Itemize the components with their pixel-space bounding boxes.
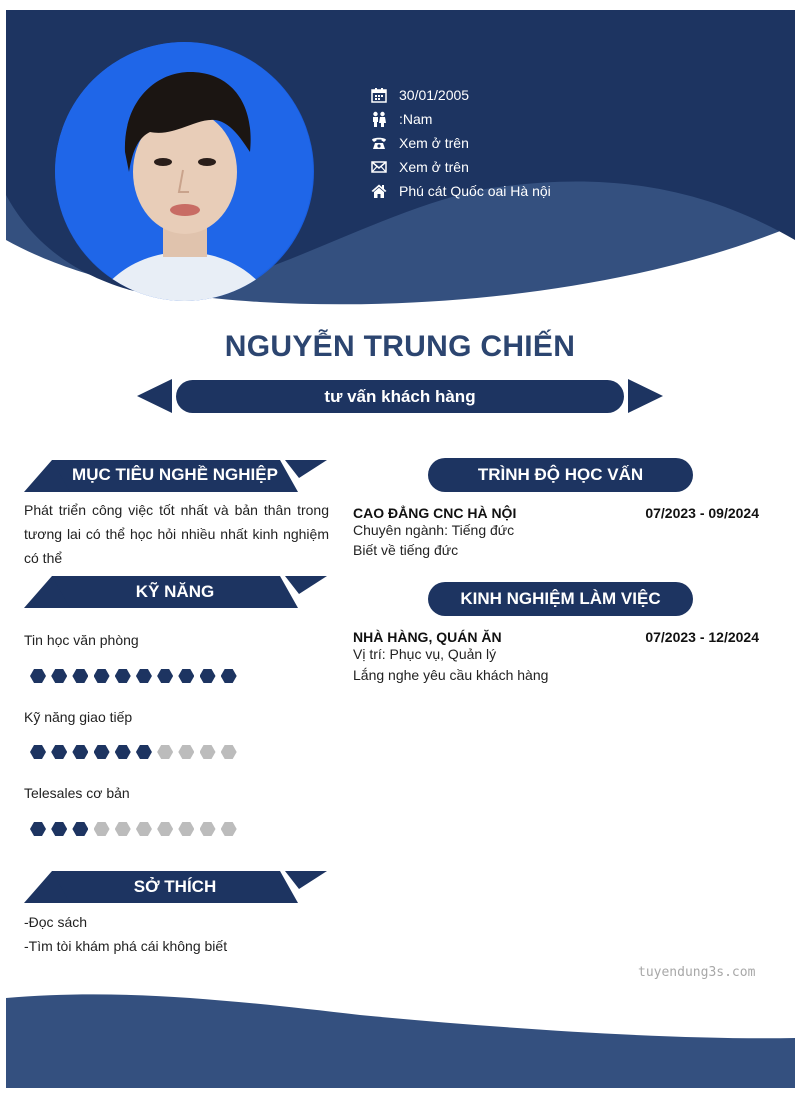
skill-dot-filled xyxy=(94,745,110,759)
experience-description: Lắng nghe yêu cầu khách hàng xyxy=(353,667,549,683)
contact-email xyxy=(371,155,551,179)
skill-dot-filled xyxy=(178,669,194,683)
education-description: Biết về tiếng đức xyxy=(353,542,459,558)
skill-rating xyxy=(30,822,242,836)
experience-heading: KINH NGHIỆM LÀM VIỆC xyxy=(428,582,693,616)
contact-gender xyxy=(371,107,551,131)
skill-dot-empty xyxy=(157,745,173,759)
email-text: Xem ở trên xyxy=(399,159,469,175)
hobbies-heading: SỞ THÍCH xyxy=(133,877,217,896)
hobby-item: -Tìm tòi khám phá cái không biết xyxy=(24,938,228,954)
skill-dot-empty xyxy=(200,745,216,759)
position-title: tư vấn khách hàng xyxy=(176,380,624,413)
objective-heading: MỤC TIÊU NGHỀ NGHIỆP xyxy=(72,465,278,484)
skill-dot-empty xyxy=(178,745,194,759)
skill-dot-empty xyxy=(94,822,110,836)
experience-role: Vị trí: Phục vụ, Quản lý xyxy=(353,646,497,662)
skill-name: Tin học văn phòng xyxy=(24,632,139,648)
objective-text: Phát triển công việc tốt nhất và bản thân trong tương lai có thể học hỏi nhiều nhất kinh nghiệm có thể xyxy=(24,502,329,566)
birthdate-text: 30/01/2005 xyxy=(399,87,470,103)
footer-wave xyxy=(6,994,795,1088)
experience-company: NHÀ HÀNG, QUÁN ĂN xyxy=(353,629,502,645)
hobby-item: -Đọc sách xyxy=(24,914,88,930)
skill-dot-empty xyxy=(221,822,237,836)
experience-period: 07/2023 - 12/2024 xyxy=(645,629,759,645)
skill-rating xyxy=(30,745,242,759)
contact-phone xyxy=(371,131,551,155)
skill-dot-filled xyxy=(200,669,216,683)
skill-dot-empty xyxy=(221,745,237,759)
home-icon xyxy=(371,183,387,199)
calendar-icon xyxy=(371,87,387,103)
address-text: Phú cát Quốc oai Hà nội xyxy=(399,183,551,199)
skill-dot-filled xyxy=(51,745,67,759)
skill-dot-filled xyxy=(72,822,88,836)
gender-text: :Nam xyxy=(399,111,433,127)
skill-dot-filled xyxy=(115,745,131,759)
education-period: 07/2023 - 09/2024 xyxy=(645,505,759,521)
education-school: CAO ĐẲNG CNC HÀ NỘI xyxy=(353,505,517,521)
skill-dot-filled xyxy=(72,669,88,683)
skill-dot-empty xyxy=(200,822,216,836)
people-icon xyxy=(371,111,387,127)
skill-dot-empty xyxy=(115,822,131,836)
skill-rating xyxy=(30,669,242,683)
envelope-icon xyxy=(371,159,387,175)
contact-info xyxy=(371,83,551,203)
skill-dot-empty xyxy=(157,822,173,836)
skill-dot-filled xyxy=(72,745,88,759)
phone-icon xyxy=(371,135,387,151)
skill-dot-filled xyxy=(221,669,237,683)
skill-dot-filled xyxy=(30,669,46,683)
skill-name: Telesales cơ bản xyxy=(24,785,130,801)
skill-dot-filled xyxy=(30,745,46,759)
skill-dot-empty xyxy=(136,822,152,836)
contact-birthdate xyxy=(371,83,551,107)
profile-photo xyxy=(55,42,314,301)
candidate-name: NGUYỄN TRUNG CHIẾN xyxy=(224,330,576,363)
skills-heading: KỸ NĂNG xyxy=(135,582,215,601)
contact-address xyxy=(371,179,551,203)
left-arrow-ornament xyxy=(137,379,172,413)
phone-text: Xem ở trên xyxy=(399,135,469,151)
skill-dot-filled xyxy=(157,669,173,683)
skill-dot-filled xyxy=(136,745,152,759)
skill-dot-filled xyxy=(51,822,67,836)
skill-dot-filled xyxy=(94,669,110,683)
skill-dot-filled xyxy=(30,822,46,836)
skill-dot-filled xyxy=(115,669,131,683)
skill-name: Kỹ năng giao tiếp xyxy=(24,709,133,725)
skill-dot-empty xyxy=(178,822,194,836)
education-major: Chuyên ngành: Tiếng đức xyxy=(353,522,515,538)
skill-dot-filled xyxy=(136,669,152,683)
education-heading: TRÌNH ĐỘ HỌC VẤN xyxy=(428,458,693,492)
skill-dot-filled xyxy=(51,669,67,683)
watermark: tuyendung3s.com xyxy=(638,965,756,980)
right-arrow-ornament xyxy=(628,379,663,413)
